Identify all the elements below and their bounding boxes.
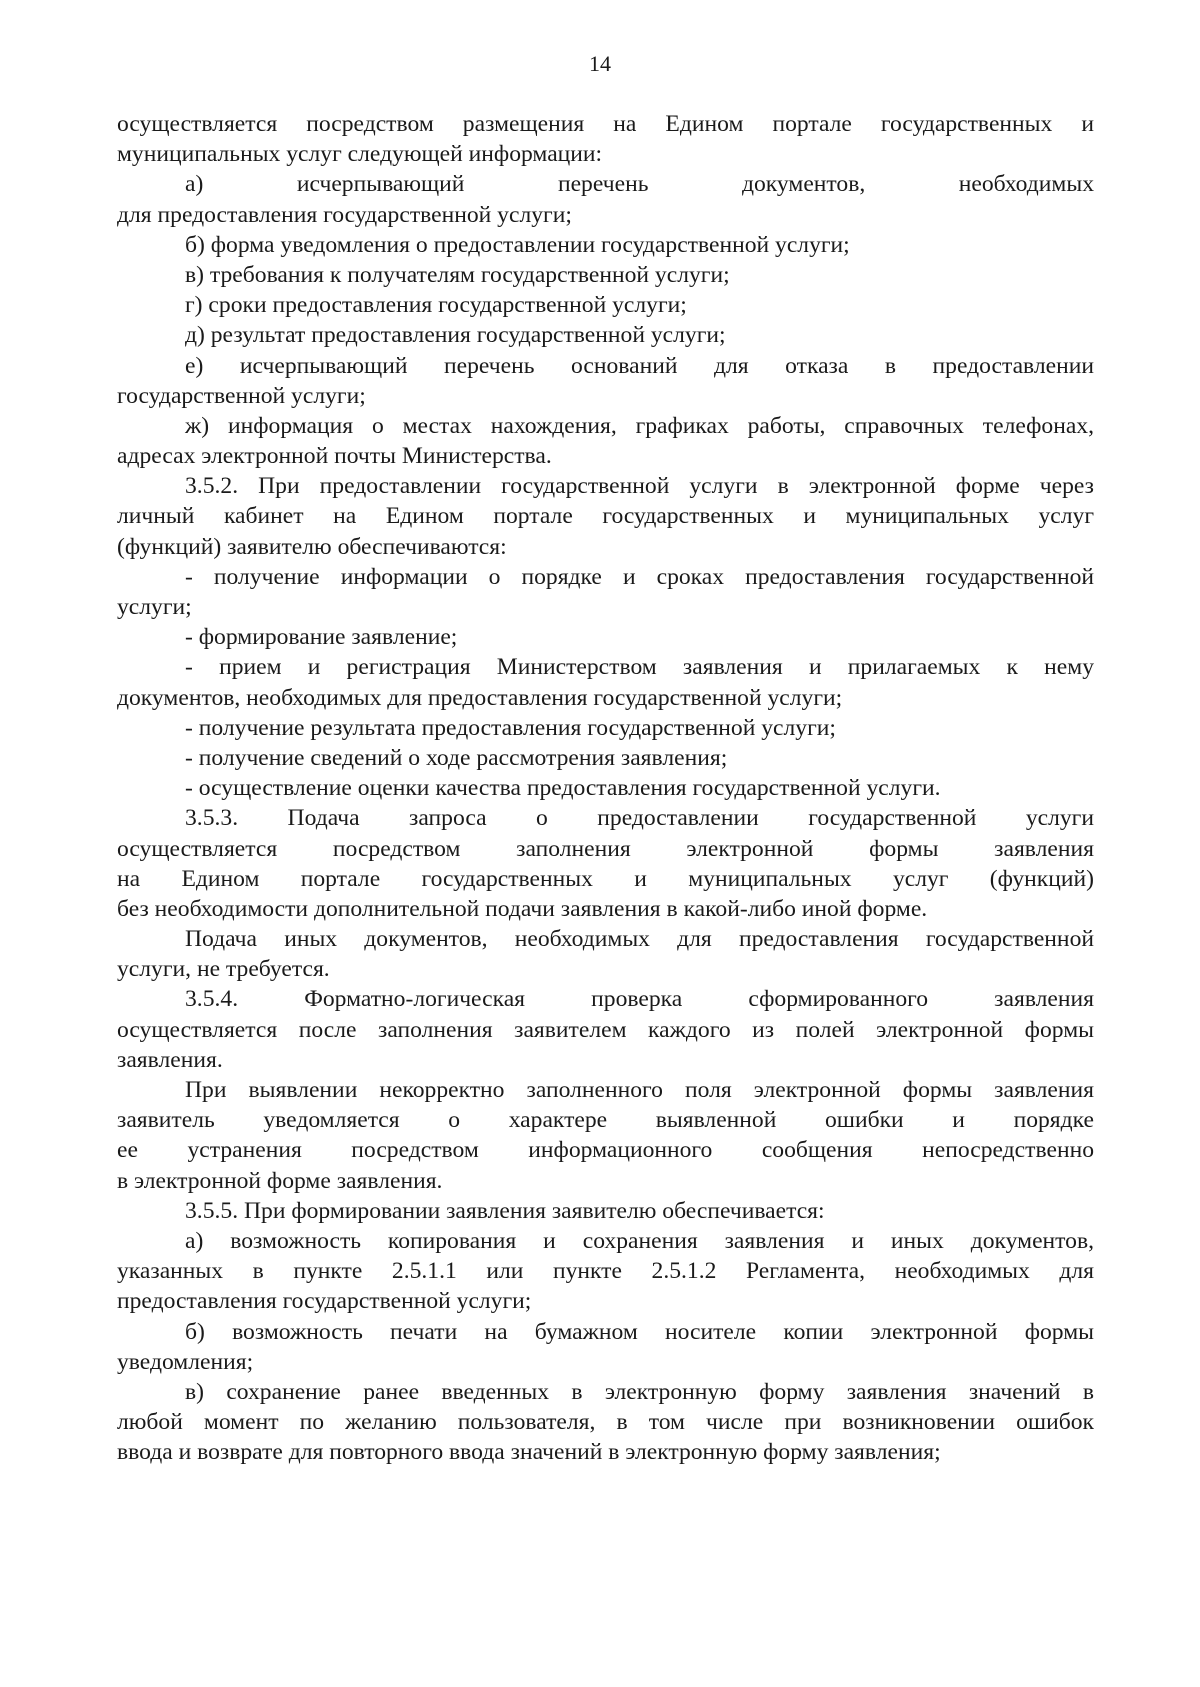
text-line: ее устранения посредством информационного сообщения непосредственно: [117, 1137, 1094, 1164]
document-body: [117, 109, 1094, 1467]
text-line: б) форма уведомления о предоставлении государственной услуги;: [185, 231, 850, 258]
text-line: - получение результата предоставления государственной услуги;: [185, 714, 836, 741]
text-line: а) возможность копирования и сохранения заявления и иных документов,: [185, 1227, 1094, 1254]
text-line: в электронной форме заявления.: [117, 1167, 443, 1194]
text-line: а) исчерпывающий перечень документов, необходимых: [185, 171, 1094, 198]
text-line: 3.5.3. Подача запроса о предоставлении государственной услуги: [185, 805, 1094, 832]
text-line: в) требования к получателям государственной услуги;: [185, 261, 730, 288]
text-line: - формирование заявление;: [185, 624, 458, 651]
text-line: е) исчерпывающий перечень оснований для отказа в предоставлении: [185, 352, 1094, 379]
text-line: предоставления государственной услуги;: [117, 1288, 532, 1315]
page-number: 14: [589, 51, 611, 76]
text-line: - осуществление оценки качества предоставления государственной услуги.: [185, 775, 941, 802]
text-line: осуществляется посредством заполнения электронной формы заявления: [117, 835, 1094, 862]
text-line: в) сохранение ранее введенных в электронную форму заявления значений в: [185, 1378, 1094, 1405]
text-line: на Едином портале государственных и муниципальных услуг (функций): [117, 865, 1094, 892]
text-line: - получение информации о порядке и сроках предоставления государственной: [185, 563, 1094, 590]
text-line: для предоставления государственной услуги;: [117, 201, 572, 228]
text-line: - получение сведений о ходе рассмотрения заявления;: [185, 744, 728, 771]
text-line: (функций) заявителю обеспечиваются:: [117, 533, 507, 560]
text-line: ввода и возврате для повторного ввода значений в электронную форму заявления;: [117, 1439, 941, 1466]
text-line: г) сроки предоставления государственной услуги;: [185, 292, 687, 319]
text-line: Подача иных документов, необходимых для предоставления государственной: [185, 926, 1094, 953]
text-line: д) результат предоставления государственной услуги;: [185, 322, 726, 349]
text-line: 3.5.4. Форматно-логическая проверка сформированного заявления: [185, 986, 1094, 1013]
text-line: указанных в пункте 2.5.1.1 или пункте 2.5.1.2 Регламента, необходимых для: [117, 1258, 1094, 1285]
text-line: ж) информация о местах нахождения, графиках работы, справочных телефонах,: [185, 412, 1094, 439]
text-line: уведомления;: [117, 1348, 254, 1375]
text-line: муниципальных услуг следующей информации:: [117, 141, 603, 168]
text-line: б) возможность печати на бумажном носителе копии электронной формы: [185, 1318, 1094, 1345]
text-line: При выявлении некорректно заполненного поля электронной формы заявления: [185, 1077, 1094, 1103]
text-line: услуги;: [117, 594, 192, 620]
text-line: государственной услуги;: [117, 382, 366, 409]
text-line: услуги, не требуется.: [117, 956, 330, 983]
text-line: заявитель уведомляется о характере выявленной ошибки и порядке: [117, 1107, 1094, 1134]
text-line: - прием и регистрация Министерством заявления и прилагаемых к нему: [185, 654, 1094, 681]
text-line: осуществляется после заполнения заявителем каждого из полей электронной формы: [117, 1016, 1094, 1043]
text-line: личный кабинет на Едином портале государственных и муниципальных услуг: [117, 503, 1094, 530]
text-line: адресах электронной почты Министерства.: [117, 443, 552, 470]
text-line: осуществляется посредством размещения на Едином портале государственных и: [117, 111, 1094, 137]
text-line: документов, необходимых для предоставления государственной услуги;: [117, 684, 843, 711]
text-line: без необходимости дополнительной подачи заявления в какой-либо иной форме.: [117, 895, 928, 922]
text-line: заявления.: [117, 1046, 223, 1073]
text-line: 3.5.5. При формировании заявления заявителю обеспечивается:: [185, 1197, 825, 1224]
text-line: любой момент по желанию пользователя, в том числе при возникновении ошибок: [117, 1409, 1094, 1436]
text-line: 3.5.2. При предоставлении государственной услуги в электронной форме через: [185, 473, 1094, 500]
